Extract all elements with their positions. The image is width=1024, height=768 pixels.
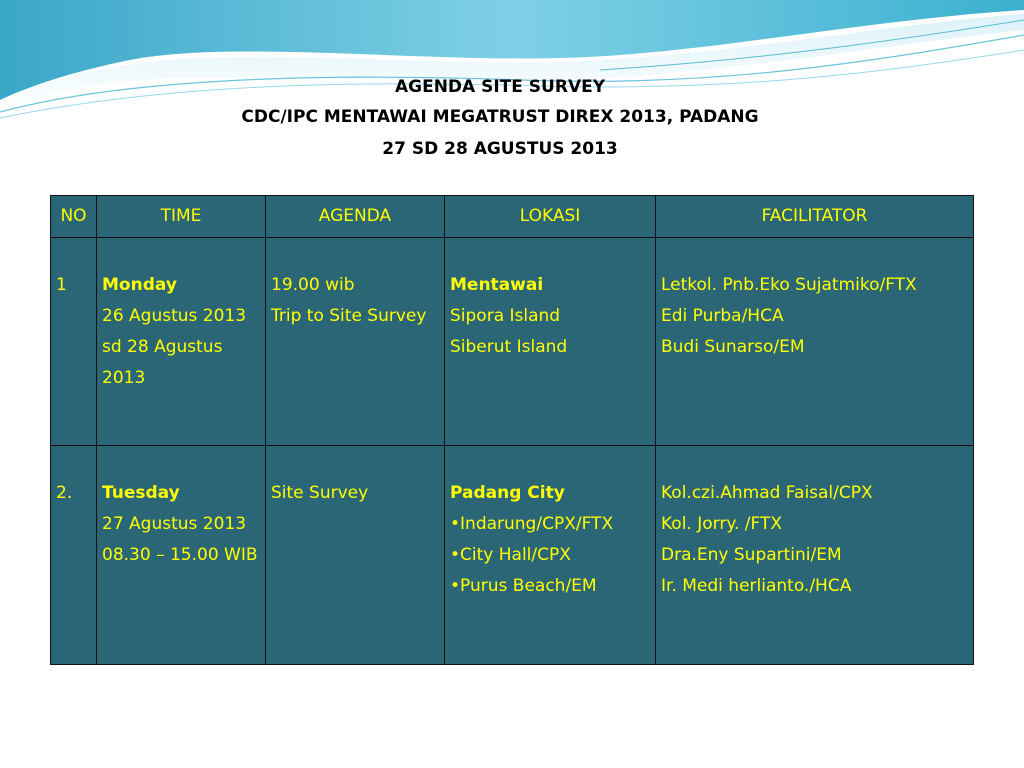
cell-time [97,446,266,665]
cell-no: 1 [51,238,97,446]
table-row [51,446,974,665]
lokasi-item: •City Hall/CPX [450,545,571,565]
lokasi-item: Sipora Island [450,306,561,326]
table-header-row [51,196,974,238]
facilitator-name: Budi Sunarso/EM [661,337,805,357]
agenda-text: 19.00 wib [271,275,355,295]
facilitator-name: Letkol. Pnb.Eko Sujatmiko/FTX [661,275,917,295]
facilitator-name: Edi Purba/HCA [661,306,784,326]
column-header-agenda: AGENDA [266,196,445,238]
lokasi-item: •Indarung/CPX/FTX [450,514,614,534]
time-detail: 27 Agustus 2013 [102,514,247,534]
agenda-text: Site Survey [271,483,369,503]
cell-facilitator [656,238,974,446]
cell-facilitator [656,446,974,665]
page-title: AGENDA SITE SURVEY [394,77,606,97]
time-detail: 26 Agustus 2013 [102,306,247,326]
column-header-no: NO [51,196,97,238]
cell-lokasi [445,446,656,665]
table-row [51,238,974,446]
time-detail: 08.30 – 15.00 WIB [102,545,258,565]
lokasi-title: Mentawai [450,275,544,295]
facilitator-name: Ir. Medi herlianto./HCA [661,576,852,596]
page-subtitle: CDC/IPC MENTAWAI MEGATRUST DIREX 2013, PADANG [241,107,759,127]
facilitator-name: Dra.Eny Supartini/EM [661,545,842,565]
agenda-table [50,195,974,665]
cell-agenda [266,446,445,665]
column-header-time: TIME [97,196,266,238]
column-header-facilitator: FACILITATOR [656,196,974,238]
lokasi-title: Padang City [450,483,565,503]
agenda-text: Trip to Site Survey [271,306,427,326]
page-dates: 27 SD 28 AGUSTUS 2013 [382,139,618,159]
facilitator-name: Kol.czi.Ahmad Faisal/CPX [661,483,873,503]
lokasi-item: •Purus Beach/EM [450,576,597,596]
cell-agenda [266,238,445,446]
cell-no: 2. [51,446,97,665]
time-detail: sd 28 Agustus 2013 [102,337,223,388]
facilitator-name: Kol. Jorry. /FTX [661,514,783,534]
time-day: Monday [102,275,177,295]
time-day: Tuesday [102,483,180,503]
column-header-lokasi: LOKASI [445,196,656,238]
lokasi-item: Siberut Island [450,337,568,357]
cell-time [97,238,266,446]
cell-lokasi [445,238,656,446]
